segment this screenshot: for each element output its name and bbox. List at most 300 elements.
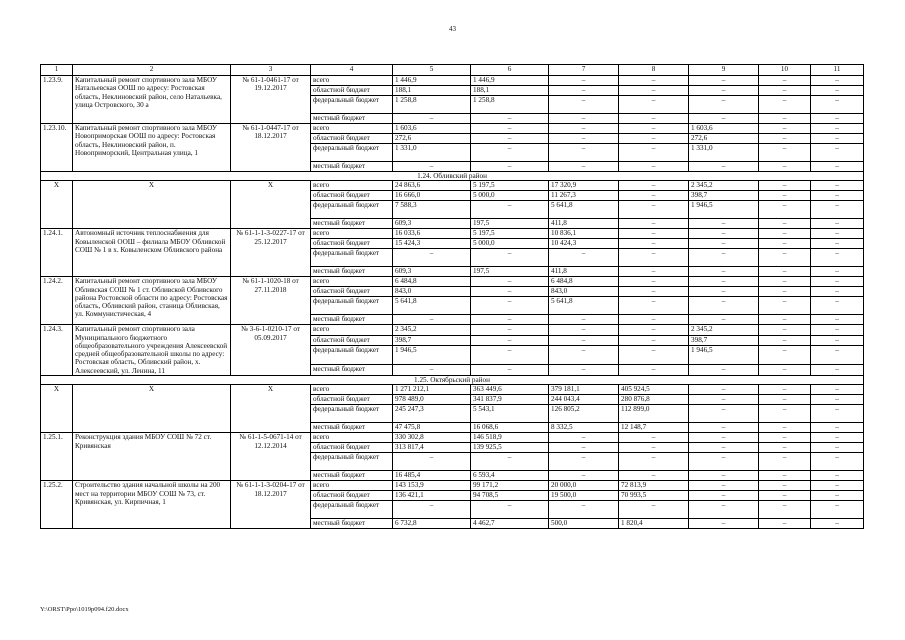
amount-cell: – bbox=[811, 201, 864, 219]
amount-cell: – bbox=[393, 365, 471, 376]
amount-cell: – bbox=[619, 346, 689, 365]
amount-cell: – bbox=[759, 405, 811, 423]
amount-cell: 5 641,8 bbox=[549, 297, 619, 315]
item-name: Реконструкция здания МБОУ СОШ № 72 ст. Кривянская bbox=[73, 433, 231, 481]
amount-cell: – bbox=[811, 219, 864, 229]
amount-cell: – bbox=[811, 443, 864, 453]
amount-cell: – bbox=[759, 96, 811, 114]
amount-cell: – bbox=[759, 124, 811, 134]
table-row bbox=[41, 481, 864, 491]
amount-cell: – bbox=[471, 346, 549, 365]
amount-cell: – bbox=[759, 287, 811, 297]
amount-cell: – bbox=[811, 346, 864, 365]
page-number: 43 bbox=[449, 25, 456, 33]
item-name: Капитальный ремонт спортивного зала МБОУ Новоприморская ООШ по адресу: Ростовская область, Неклиновский район, п. Новоприморский, Центральная улица, 1 bbox=[73, 124, 231, 172]
budget-source: областной бюджет bbox=[311, 491, 393, 501]
amount-cell: 411,8 bbox=[549, 267, 619, 277]
budget-table bbox=[40, 64, 864, 529]
amount-cell: – bbox=[759, 315, 811, 325]
budget-source: федеральный бюджет bbox=[311, 501, 393, 519]
item-name: Х bbox=[73, 385, 231, 433]
item-number: 1.24.1. bbox=[41, 229, 73, 277]
amount-cell: 6 484,8 bbox=[393, 277, 471, 287]
budget-source: областной бюджет bbox=[311, 239, 393, 249]
amount-cell: – bbox=[471, 144, 549, 162]
budget-source: всего bbox=[311, 325, 393, 336]
amount-cell: – bbox=[689, 365, 759, 376]
amount-cell: – bbox=[759, 346, 811, 365]
amount-cell: 411,8 bbox=[549, 219, 619, 229]
amount-cell: 5 641,8 bbox=[393, 297, 471, 315]
amount-cell: – bbox=[619, 96, 689, 114]
amount-cell: 24 863,6 bbox=[393, 181, 471, 191]
amount-cell: 10 424,3 bbox=[549, 239, 619, 249]
amount-cell: – bbox=[689, 423, 759, 433]
amount-cell: – bbox=[811, 76, 864, 86]
amount-cell: – bbox=[689, 219, 759, 229]
column-number-cell: 5 bbox=[393, 65, 471, 76]
table-row bbox=[41, 385, 864, 395]
item-name: Капитальный ремонт спортивного зала МБОУ Обливская СОШ № 1 ст. Обливской Обливского района Ростовской области по адресу: Ростовская область, Обливский район, станица Обливская, ул. Коммунистическая, 4 bbox=[73, 277, 231, 325]
amount-cell: – bbox=[393, 114, 471, 124]
budget-source: местный бюджет bbox=[311, 267, 393, 277]
amount-cell: – bbox=[811, 191, 864, 201]
budget-source: местный бюджет bbox=[311, 114, 393, 124]
amount-cell: – bbox=[759, 239, 811, 249]
amount-cell: – bbox=[549, 443, 619, 453]
column-number-cell: 8 bbox=[619, 65, 689, 76]
column-number-cell: 7 bbox=[549, 65, 619, 76]
amount-cell: – bbox=[689, 519, 759, 529]
item-document: Х bbox=[231, 181, 311, 229]
amount-cell: – bbox=[811, 335, 864, 346]
amount-cell: – bbox=[393, 501, 471, 519]
amount-cell: – bbox=[759, 277, 811, 287]
amount-cell: – bbox=[619, 501, 689, 519]
table-row bbox=[41, 181, 864, 191]
amount-cell: – bbox=[549, 335, 619, 346]
amount-cell: – bbox=[471, 249, 549, 267]
item-name: Строительство здания начальной школы на 200 мест на территории МБОУ СОШ № 73, ст. Кривянская, ул. Кирпичная, 1 bbox=[73, 481, 231, 529]
amount-cell: 5 000,0 bbox=[471, 191, 549, 201]
amount-cell: 139 925,5 bbox=[471, 443, 549, 453]
amount-cell: 398,7 bbox=[689, 191, 759, 201]
column-number-cell: 3 bbox=[231, 65, 311, 76]
amount-cell: 5 197,5 bbox=[471, 229, 549, 239]
amount-cell: 143 153,9 bbox=[393, 481, 471, 491]
amount-cell: – bbox=[759, 491, 811, 501]
amount-cell: – bbox=[811, 423, 864, 433]
amount-cell: – bbox=[549, 501, 619, 519]
amount-cell: – bbox=[619, 124, 689, 134]
item-document: № 61-1-1-3-0204-17 от 18.12.2017 bbox=[231, 481, 311, 529]
amount-cell: – bbox=[759, 219, 811, 229]
amount-cell: 978 489,0 bbox=[393, 395, 471, 405]
amount-cell: – bbox=[811, 297, 864, 315]
amount-cell: – bbox=[549, 249, 619, 267]
amount-cell: – bbox=[619, 277, 689, 287]
budget-source: федеральный бюджет bbox=[311, 453, 393, 471]
amount-cell: – bbox=[619, 162, 689, 172]
amount-cell: – bbox=[759, 385, 811, 395]
amount-cell: – bbox=[549, 76, 619, 86]
amount-cell: – bbox=[619, 191, 689, 201]
item-name: Х bbox=[73, 181, 231, 229]
amount-cell: – bbox=[759, 325, 811, 336]
amount-cell: – bbox=[689, 277, 759, 287]
amount-cell: – bbox=[549, 346, 619, 365]
amount-cell: 272,6 bbox=[393, 134, 471, 144]
amount-cell: 5 000,0 bbox=[471, 239, 549, 249]
amount-cell: 1 603,6 bbox=[393, 124, 471, 134]
amount-cell: – bbox=[393, 249, 471, 267]
amount-cell: 398,7 bbox=[393, 335, 471, 346]
amount-cell: 500,0 bbox=[549, 519, 619, 529]
amount-cell: – bbox=[619, 239, 689, 249]
amount-cell: – bbox=[619, 335, 689, 346]
amount-cell: 244 043,4 bbox=[549, 395, 619, 405]
amount-cell: – bbox=[619, 144, 689, 162]
item-name: Капитальный ремонт спортивного зала МБОУ Натальевская ООШ по адресу: Ростовская область, Неклиновский район, село Натальевка, улица Островского, 30 а bbox=[73, 76, 231, 124]
amount-cell: 188,1 bbox=[393, 86, 471, 96]
section-row bbox=[41, 172, 864, 181]
item-number: 1.23.10. bbox=[41, 124, 73, 172]
amount-cell: – bbox=[811, 519, 864, 529]
budget-source: всего bbox=[311, 481, 393, 491]
budget-source: федеральный бюджет bbox=[311, 144, 393, 162]
budget-source: местный бюджет bbox=[311, 519, 393, 529]
item-number: Х bbox=[41, 385, 73, 433]
budget-source: областной бюджет bbox=[311, 134, 393, 144]
amount-cell: – bbox=[689, 501, 759, 519]
item-document: № 61-1-5-0671-14 от 12.12.2014 bbox=[231, 433, 311, 481]
amount-cell: 197,5 bbox=[471, 267, 549, 277]
amount-cell: 280 876,8 bbox=[619, 395, 689, 405]
amount-cell: – bbox=[689, 433, 759, 443]
amount-cell: 363 449,6 bbox=[471, 385, 549, 395]
amount-cell: – bbox=[811, 287, 864, 297]
item-number: 1.23.9. bbox=[41, 76, 73, 124]
amount-cell: – bbox=[689, 267, 759, 277]
budget-source: всего bbox=[311, 433, 393, 443]
amount-cell: – bbox=[549, 86, 619, 96]
amount-cell: – bbox=[471, 124, 549, 134]
budget-source: всего bbox=[311, 229, 393, 239]
amount-cell: – bbox=[689, 315, 759, 325]
item-number: 1.24.2. bbox=[41, 277, 73, 325]
amount-cell: – bbox=[759, 86, 811, 96]
amount-cell: – bbox=[759, 144, 811, 162]
amount-cell: – bbox=[619, 325, 689, 336]
amount-cell: 188,1 bbox=[471, 86, 549, 96]
table-row bbox=[41, 229, 864, 239]
item-document: Х bbox=[231, 385, 311, 433]
item-document: № 3-6-1-0210-17 от 05.09.2017 bbox=[231, 325, 311, 376]
amount-cell: – bbox=[471, 297, 549, 315]
item-document: № 61-1-1-3-0227-17 от 25.12.2017 bbox=[231, 229, 311, 277]
amount-cell: – bbox=[471, 287, 549, 297]
item-document: № 61-1-1020-18 от 27.11.2018 bbox=[231, 277, 311, 325]
amount-cell: 15 424,3 bbox=[393, 239, 471, 249]
budget-source: федеральный бюджет bbox=[311, 346, 393, 365]
amount-cell: – bbox=[689, 481, 759, 491]
amount-cell: – bbox=[759, 114, 811, 124]
budget-source: федеральный бюджет bbox=[311, 405, 393, 423]
amount-cell: – bbox=[759, 433, 811, 443]
budget-source: всего bbox=[311, 385, 393, 395]
amount-cell: – bbox=[811, 501, 864, 519]
amount-cell: – bbox=[619, 471, 689, 481]
amount-cell: – bbox=[393, 162, 471, 172]
amount-cell: 8 332,5 bbox=[549, 423, 619, 433]
budget-source: местный бюджет bbox=[311, 162, 393, 172]
amount-cell: 1 331,0 bbox=[393, 144, 471, 162]
amount-cell: 197,5 bbox=[471, 219, 549, 229]
amount-cell: – bbox=[619, 315, 689, 325]
column-number-row bbox=[41, 65, 864, 76]
amount-cell: – bbox=[811, 365, 864, 376]
amount-cell: – bbox=[471, 365, 549, 376]
amount-cell: 72 813,9 bbox=[619, 481, 689, 491]
item-document: № 61-1-0447-17 от 18.12.2017 bbox=[231, 124, 311, 172]
amount-cell: 5 543,1 bbox=[471, 405, 549, 423]
column-number-cell: 10 bbox=[759, 65, 811, 76]
amount-cell: – bbox=[811, 481, 864, 491]
amount-cell: – bbox=[689, 443, 759, 453]
amount-cell: 70 993,5 bbox=[619, 491, 689, 501]
amount-cell: 1 946,5 bbox=[689, 201, 759, 219]
amount-cell: – bbox=[689, 162, 759, 172]
amount-cell: 2 345,2 bbox=[393, 325, 471, 336]
amount-cell: – bbox=[759, 335, 811, 346]
amount-cell: – bbox=[619, 114, 689, 124]
amount-cell: – bbox=[549, 315, 619, 325]
budget-source: областной бюджет bbox=[311, 287, 393, 297]
amount-cell: – bbox=[759, 76, 811, 86]
budget-source: областной бюджет bbox=[311, 443, 393, 453]
amount-cell: 405 924,5 bbox=[619, 385, 689, 395]
amount-cell: – bbox=[811, 124, 864, 134]
column-number-cell: 11 bbox=[811, 65, 864, 76]
amount-cell: – bbox=[471, 453, 549, 471]
amount-cell: – bbox=[689, 471, 759, 481]
amount-cell: – bbox=[549, 433, 619, 443]
amount-cell: 1 331,0 bbox=[689, 144, 759, 162]
amount-cell: 126 805,2 bbox=[549, 405, 619, 423]
amount-cell: 1 446,9 bbox=[393, 76, 471, 86]
amount-cell: 16 033,6 bbox=[393, 229, 471, 239]
amount-cell: – bbox=[471, 134, 549, 144]
amount-cell: – bbox=[471, 335, 549, 346]
amount-cell: 379 181,1 bbox=[549, 385, 619, 395]
amount-cell: – bbox=[471, 162, 549, 172]
file-path-footer: Y:\ORST\Ppo\1019p094.f20.docx bbox=[40, 606, 129, 613]
amount-cell: – bbox=[811, 277, 864, 287]
budget-source: всего bbox=[311, 181, 393, 191]
amount-cell: – bbox=[689, 76, 759, 86]
amount-cell: – bbox=[549, 144, 619, 162]
column-number-cell: 9 bbox=[689, 65, 759, 76]
amount-cell: – bbox=[759, 201, 811, 219]
table-row bbox=[41, 277, 864, 287]
amount-cell: – bbox=[619, 297, 689, 315]
budget-source: областной бюджет bbox=[311, 335, 393, 346]
amount-cell: 11 267,3 bbox=[549, 191, 619, 201]
amount-cell: 341 837,9 bbox=[471, 395, 549, 405]
item-document: № 61-1-0461-17 от 19.12.2017 bbox=[231, 76, 311, 124]
amount-cell: – bbox=[471, 325, 549, 336]
budget-source: федеральный бюджет bbox=[311, 249, 393, 267]
item-number: Х bbox=[41, 181, 73, 229]
amount-cell: 1 258,8 bbox=[471, 96, 549, 114]
amount-cell: 330 302,8 bbox=[393, 433, 471, 443]
amount-cell: – bbox=[759, 191, 811, 201]
budget-source: всего bbox=[311, 277, 393, 287]
amount-cell: – bbox=[619, 219, 689, 229]
amount-cell: – bbox=[759, 423, 811, 433]
amount-cell: – bbox=[619, 134, 689, 144]
amount-cell: – bbox=[619, 433, 689, 443]
amount-cell: – bbox=[689, 114, 759, 124]
column-number-cell: 4 bbox=[311, 65, 393, 76]
column-number-cell: 2 bbox=[73, 65, 231, 76]
amount-cell: – bbox=[759, 249, 811, 267]
amount-cell: – bbox=[811, 144, 864, 162]
amount-cell: 609,3 bbox=[393, 267, 471, 277]
amount-cell: – bbox=[619, 287, 689, 297]
amount-cell: – bbox=[471, 315, 549, 325]
item-number: 1.25.2. bbox=[41, 481, 73, 529]
amount-cell: 1 271 212,1 bbox=[393, 385, 471, 395]
amount-cell: – bbox=[811, 162, 864, 172]
amount-cell: – bbox=[689, 297, 759, 315]
amount-cell: 6 484,8 bbox=[549, 277, 619, 287]
amount-cell: – bbox=[619, 76, 689, 86]
amount-cell: 20 000,0 bbox=[549, 481, 619, 491]
amount-cell: – bbox=[471, 201, 549, 219]
amount-cell: – bbox=[811, 385, 864, 395]
budget-source: областной бюджет bbox=[311, 86, 393, 96]
budget-source: всего bbox=[311, 76, 393, 86]
amount-cell: 313 817,4 bbox=[393, 443, 471, 453]
amount-cell: – bbox=[811, 96, 864, 114]
amount-cell: 1 603,6 bbox=[689, 124, 759, 134]
amount-cell: – bbox=[759, 365, 811, 376]
amount-cell: 843,0 bbox=[393, 287, 471, 297]
amount-cell: 1 820,4 bbox=[619, 519, 689, 529]
amount-cell: – bbox=[811, 229, 864, 239]
amount-cell: – bbox=[759, 395, 811, 405]
amount-cell: 136 421,1 bbox=[393, 491, 471, 501]
amount-cell: – bbox=[393, 315, 471, 325]
amount-cell: – bbox=[689, 385, 759, 395]
budget-source: местный бюджет bbox=[311, 365, 393, 376]
amount-cell: – bbox=[549, 124, 619, 134]
amount-cell: 5 197,5 bbox=[471, 181, 549, 191]
amount-cell: – bbox=[689, 395, 759, 405]
amount-cell: 16 485,4 bbox=[393, 471, 471, 481]
amount-cell: 4 462,7 bbox=[471, 519, 549, 529]
amount-cell: 1 946,5 bbox=[689, 346, 759, 365]
amount-cell: – bbox=[689, 405, 759, 423]
column-number-cell: 1 bbox=[41, 65, 73, 76]
amount-cell: 245 247,3 bbox=[393, 405, 471, 423]
amount-cell: – bbox=[689, 491, 759, 501]
amount-cell: 6 593,4 bbox=[471, 471, 549, 481]
budget-source: областной бюджет bbox=[311, 191, 393, 201]
amount-cell: – bbox=[759, 181, 811, 191]
amount-cell: – bbox=[689, 229, 759, 239]
amount-cell: – bbox=[759, 481, 811, 491]
budget-source: местный бюджет bbox=[311, 315, 393, 325]
column-number-cell: 6 bbox=[471, 65, 549, 76]
amount-cell: – bbox=[811, 249, 864, 267]
amount-cell: 7 588,3 bbox=[393, 201, 471, 219]
amount-cell: – bbox=[811, 134, 864, 144]
table-row bbox=[41, 433, 864, 443]
amount-cell: 272,6 bbox=[689, 134, 759, 144]
amount-cell: 1 258,8 bbox=[393, 96, 471, 114]
amount-cell: – bbox=[471, 277, 549, 287]
amount-cell: 2 345,2 bbox=[689, 181, 759, 191]
amount-cell: – bbox=[471, 501, 549, 519]
amount-cell: – bbox=[759, 471, 811, 481]
amount-cell: – bbox=[471, 114, 549, 124]
amount-cell: – bbox=[619, 267, 689, 277]
amount-cell: – bbox=[619, 201, 689, 219]
amount-cell: – bbox=[619, 365, 689, 376]
amount-cell: – bbox=[689, 96, 759, 114]
amount-cell: – bbox=[811, 433, 864, 443]
amount-cell: – bbox=[811, 395, 864, 405]
amount-cell: – bbox=[811, 114, 864, 124]
amount-cell: – bbox=[759, 519, 811, 529]
amount-cell: 112 899,0 bbox=[619, 405, 689, 423]
amount-cell: 1 946,5 bbox=[393, 346, 471, 365]
section-title: 1.24. Обливский район bbox=[41, 172, 864, 181]
amount-cell: – bbox=[619, 453, 689, 471]
amount-cell: – bbox=[811, 239, 864, 249]
amount-cell: – bbox=[549, 134, 619, 144]
amount-cell: – bbox=[619, 443, 689, 453]
amount-cell: – bbox=[549, 162, 619, 172]
amount-cell: – bbox=[689, 86, 759, 96]
amount-cell: 10 836,1 bbox=[549, 229, 619, 239]
amount-cell: – bbox=[811, 325, 864, 336]
amount-cell: – bbox=[549, 96, 619, 114]
amount-cell: 17 320,9 bbox=[549, 181, 619, 191]
amount-cell: – bbox=[811, 453, 864, 471]
amount-cell: – bbox=[689, 239, 759, 249]
amount-cell: – bbox=[759, 501, 811, 519]
amount-cell: – bbox=[549, 325, 619, 336]
item-name: Автономный источник теплоснабжения для Ковыленской ООШ – филиала МБОУ Обливской СОШ № 1 в х. Ковыленском Обливского района bbox=[73, 229, 231, 277]
budget-source: федеральный бюджет bbox=[311, 201, 393, 219]
amount-cell: – bbox=[811, 267, 864, 277]
amount-cell: – bbox=[759, 443, 811, 453]
section-title: 1.25. Октябрьский район bbox=[41, 376, 864, 385]
amount-cell: 12 148,7 bbox=[619, 423, 689, 433]
amount-cell: 609,3 bbox=[393, 219, 471, 229]
item-number: 1.24.3. bbox=[41, 325, 73, 376]
amount-cell: – bbox=[619, 229, 689, 239]
budget-source: федеральный бюджет bbox=[311, 297, 393, 315]
section-row bbox=[41, 376, 864, 385]
amount-cell: – bbox=[759, 134, 811, 144]
amount-cell: – bbox=[549, 114, 619, 124]
item-name: Капитальный ремонт спортивного зала Муниципального бюджетного общеобразовательного учреждения Алексеевской средней общеобразовательной школы по адресу: Ростовская область, Обливский район, х. Алексеевский, ул. Ленина, 11 bbox=[73, 325, 231, 376]
amount-cell: – bbox=[759, 453, 811, 471]
